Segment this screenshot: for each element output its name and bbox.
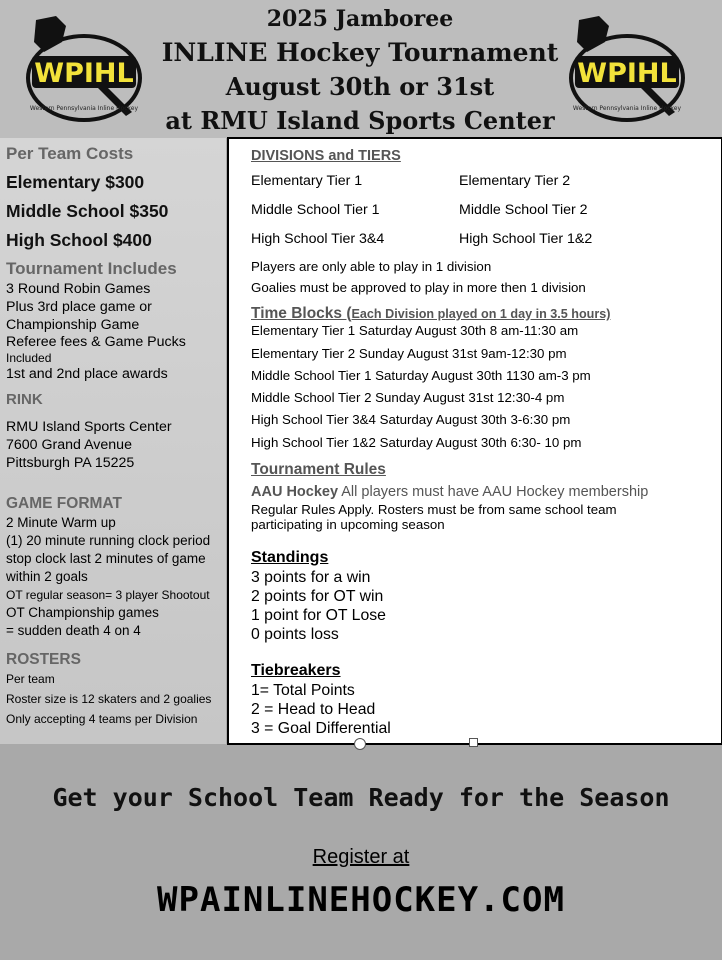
standings-line-4: 0 points loss — [251, 626, 339, 643]
time-block-5: High School Tier 3&4 Saturday August 30th 3-6:30 pm — [251, 412, 571, 427]
time-block-3: Middle School Tier 1 Saturday August 30th 1130 am-3 pm — [251, 368, 591, 383]
register-label: Register at — [312, 846, 410, 868]
includes-line-3: Championship Game — [6, 317, 140, 333]
rink-heading: RINK — [6, 391, 43, 408]
includes-line-5: Included — [6, 351, 52, 365]
time-blocks-heading-sub: Each Division played on 1 day in 3.5 hours) — [351, 307, 611, 321]
title-line-4: at RMU Island Sports Center — [165, 106, 555, 135]
aau-text: All players must have AAU Hockey membership — [338, 484, 649, 500]
title-line-2: INLINE Hockey Tournament — [161, 38, 559, 67]
regular-rules-2: participating in upcoming season — [251, 517, 445, 532]
format-line-7: = sudden death 4 on 4 — [6, 623, 141, 638]
includes-line-2: Plus 3rd place game or — [6, 299, 152, 315]
time-blocks-heading-main: Time Blocks ( — [251, 305, 352, 322]
tiebreaker-3: 3 = Goal Differential — [251, 720, 391, 737]
time-block-4: Middle School Tier 2 Sunday August 31st 12:30-4 pm — [251, 390, 565, 405]
time-block-6: High School Tier 1&2 Saturday August 30th 6:30- 10 pm — [251, 435, 582, 450]
division-middle-2: Middle School Tier 2 — [459, 202, 588, 218]
rosters-heading: ROSTERS — [6, 651, 81, 668]
format-line-5: OT regular season= 3 player Shootout — [6, 588, 210, 602]
tiebreaker-1: 1= Total Points — [251, 682, 355, 699]
format-line-6: OT Championship games — [6, 605, 159, 620]
time-block-1: Elementary Tier 1 Saturday August 30th 8 am-11:30 am — [251, 323, 579, 338]
tiebreaker-2: 2 = Head to Head — [251, 701, 376, 718]
website-url: WPAINLINEHOCKEY.COM — [157, 880, 565, 920]
cost-elementary: Elementary $300 — [6, 172, 145, 192]
standings-heading: Standings — [251, 549, 329, 566]
time-blocks-heading — [251, 305, 610, 323]
format-line-3: stop clock last 2 minutes of game — [6, 551, 206, 566]
aau-bold: AAU Hockey — [251, 484, 339, 500]
includes-line-6: 1st and 2nd place awards — [6, 366, 168, 382]
format-line-2: (1) 20 minute running clock period — [6, 533, 211, 548]
cost-high: High School $400 — [6, 230, 152, 250]
division-elementary-2: Elementary Tier 2 — [459, 173, 571, 189]
title-line-3: August 30th or 31st — [225, 72, 495, 101]
standings-line-3: 1 point for OT Lose — [251, 607, 386, 624]
division-middle-1: Middle School Tier 1 — [251, 202, 380, 218]
rosters-line-2: Roster size is 12 skaters and 2 goalies — [6, 692, 212, 706]
costs-heading: Per Team Costs — [6, 144, 134, 163]
division-note-1: Players are only able to play in 1 division — [251, 259, 492, 274]
division-high-34: High School Tier 3&4 — [251, 231, 385, 247]
logo-subtext-right: Western Pennsylvania Inline Hockey — [572, 105, 682, 112]
left-column — [0, 138, 226, 744]
rosters-line-3: Only accepting 4 teams per Division — [6, 712, 198, 726]
divisions-heading: DIVISIONS and TIERS — [251, 148, 401, 164]
standings-line-2: 2 points for OT win — [251, 588, 384, 605]
logo-subtext-left: Western Pennsylvania Inline Hockey — [29, 105, 139, 112]
includes-line-1: 3 Round Robin Games — [6, 281, 151, 297]
title-line-1: 2025 Jamboree — [266, 6, 454, 32]
tiebreakers-heading: Tiebreakers — [251, 662, 341, 679]
standings-line-1: 3 points for a win — [251, 569, 371, 586]
wpihl-logo-left — [22, 12, 147, 122]
header — [0, 0, 722, 138]
rink-line-1: RMU Island Sports Center — [6, 419, 172, 435]
resize-handle-circle[interactable] — [354, 738, 366, 750]
format-heading: GAME FORMAT — [6, 495, 122, 512]
logo-text-left: WPIHL — [34, 58, 134, 89]
logo-text-right: WPIHL — [577, 58, 677, 89]
cost-middle: Middle School $350 — [6, 201, 169, 221]
includes-line-4: Referee fees & Game Pucks — [6, 334, 186, 350]
aau-line — [251, 484, 648, 500]
resize-handle-square[interactable] — [469, 738, 478, 747]
format-line-1: 2 Minute Warm up — [6, 515, 116, 530]
rink-line-2: 7600 Grand Avenue — [6, 437, 132, 453]
details-box — [227, 137, 722, 745]
includes-heading: Tournament Includes — [6, 259, 177, 278]
wpihl-logo-right — [565, 12, 690, 122]
rules-heading: Tournament Rules — [251, 461, 386, 478]
division-high-12: High School Tier 1&2 — [459, 231, 593, 247]
division-note-2: Goalies must be approved to play in more then 1 division — [251, 280, 586, 295]
slogan: Get your School Team Ready for the Season — [52, 783, 670, 812]
rink-line-3: Pittsburgh PA 15225 — [6, 455, 135, 471]
time-block-2: Elementary Tier 2 Sunday August 31st 9am-12:30 pm — [251, 346, 567, 361]
division-elementary-1: Elementary Tier 1 — [251, 173, 363, 189]
regular-rules-1: Regular Rules Apply. Rosters must be from same school team — [251, 502, 617, 517]
rosters-line-1: Per team — [6, 672, 55, 686]
format-line-4: within 2 goals — [6, 569, 88, 584]
